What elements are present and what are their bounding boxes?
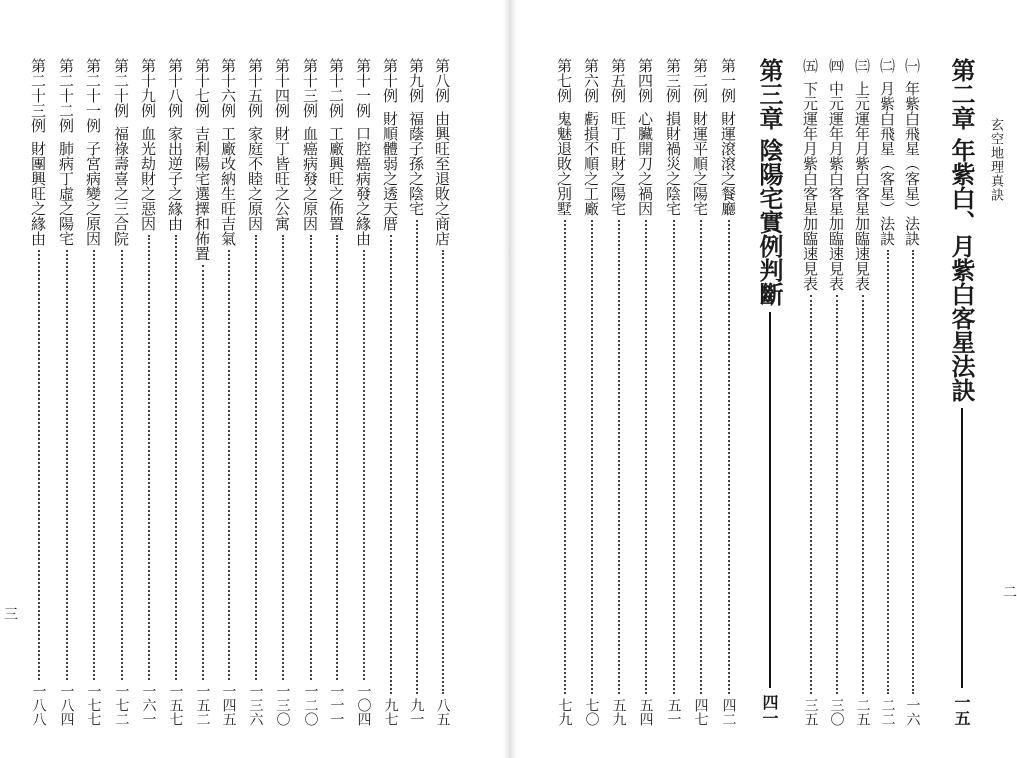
page-number: 四七: [692, 698, 709, 726]
chapter-heading: [944, 58, 979, 726]
page-number: 五一: [665, 698, 682, 726]
entry-label: 第三章: [755, 58, 784, 130]
toc-entry: [406, 58, 427, 726]
entry-title: 口腔癌病發之緣由: [354, 126, 372, 246]
entry-title: 上元運年月紫白客星加臨速見表: [853, 81, 871, 291]
entry-title: 財丁皆旺之公寓: [273, 126, 291, 231]
entry-title: 血光劫財之惡因: [139, 126, 157, 231]
page-number: 七九: [556, 698, 573, 726]
page-number: 一六一: [140, 684, 157, 726]
entry-title: 財團興旺之緣由: [29, 141, 47, 246]
entry-title: 工廠改納生旺吉氣: [219, 126, 237, 246]
entry-title: 月紫白飛星（客星）法訣: [878, 81, 896, 246]
entry-label: ㈡: [878, 58, 896, 73]
page-number: 五九: [610, 698, 627, 726]
toc-entry: [581, 58, 602, 726]
toc-entry: [800, 58, 821, 726]
dot-leader: [310, 235, 312, 680]
dot-leader: [255, 235, 257, 680]
page-number: 一八四: [58, 684, 75, 726]
dot-leader: [416, 220, 418, 694]
toc-entry: [380, 58, 401, 726]
toc-entry: [192, 58, 213, 726]
entry-label: 第十四例: [273, 58, 291, 118]
entry-label: 第二例: [691, 58, 709, 103]
entry-label: 第三例: [664, 58, 682, 103]
entry-title: 工廠興旺之佈置: [327, 126, 345, 231]
dot-leader: [66, 250, 68, 680]
entry-label: 第二章: [947, 58, 976, 130]
page-number: 一三〇: [274, 684, 291, 726]
toc-entry: [138, 58, 159, 726]
page-number: 一五二: [194, 684, 211, 726]
entry-title: 家庭不睦之原因: [246, 126, 264, 231]
entry-label: 第二十三例: [29, 58, 47, 133]
toc-entry: [826, 58, 847, 726]
dot-leader: [912, 250, 914, 694]
page-number: 七〇: [583, 698, 600, 726]
entry-label: 第五例: [609, 58, 627, 103]
page-number: 一〇四: [355, 684, 372, 726]
dot-leader: [810, 295, 812, 694]
entry-title: 下元運年月紫白客星加臨速見表: [801, 81, 819, 291]
folio-right: 二: [1003, 585, 1017, 601]
entry-label: 第六例: [582, 58, 600, 103]
page-number: 三五: [802, 698, 819, 726]
entry-title: 年紫白、月紫白客星法訣: [947, 138, 976, 402]
entry-title: 虧損不順之工廠: [582, 111, 600, 216]
entry-label: 第十五例: [246, 58, 264, 118]
entry-title: 旺丁旺財之陽宅: [609, 111, 627, 216]
entry-title: 福蔭子孫之陰宅: [407, 111, 425, 216]
toc-entry: [83, 58, 104, 726]
heading-rule: [769, 312, 771, 688]
toc-entry: [554, 58, 575, 726]
page-number: 二二: [879, 698, 896, 726]
entry-label: 第二十例: [112, 58, 130, 118]
dot-leader: [618, 220, 620, 694]
entry-label: 第九例: [407, 58, 425, 103]
toc-entry: [111, 58, 132, 726]
entry-title: 家出逆子之緣由: [166, 126, 184, 231]
dot-leader: [700, 220, 702, 694]
entry-label: 第十八例: [166, 58, 184, 118]
dot-leader: [645, 220, 647, 694]
dot-leader: [282, 235, 284, 680]
entry-label: 第十二例: [327, 58, 345, 118]
toc-entry: [608, 58, 629, 726]
entry-title: 肺病丁虛之陽宅: [57, 141, 75, 246]
dot-leader: [862, 295, 864, 694]
dot-leader: [38, 250, 40, 680]
toc-entry: [165, 58, 186, 726]
page-number: 一七二: [113, 684, 130, 726]
toc-entry: [218, 58, 239, 726]
page-number: 九一: [408, 698, 425, 726]
entry-title: 鬼魅退敗之別墅: [555, 111, 573, 216]
dot-leader: [887, 250, 889, 694]
entry-label: ㈢: [853, 58, 871, 73]
entry-label: 第七例: [555, 58, 573, 103]
entry-label: 第二十一例: [84, 58, 102, 133]
entry-label: 第二十二例: [57, 58, 75, 133]
entry-title: 財運平順之陽宅: [691, 111, 709, 216]
folio-left: 三: [4, 607, 18, 623]
entry-label: 第十一例: [354, 58, 372, 118]
entry-title: 心臟開刀之禍因: [636, 111, 654, 216]
entry-label: 第十六例: [219, 58, 237, 118]
toc-entry: [877, 58, 898, 726]
toc-entry: [28, 58, 49, 726]
entry-label: 第十三例: [301, 58, 319, 118]
dot-leader: [564, 220, 566, 694]
page-number: 一五七: [167, 684, 184, 726]
entry-label: ㈤: [801, 58, 819, 73]
running-header: 玄空地理真訣: [988, 118, 1003, 202]
page-gutter: [503, 0, 517, 758]
entry-label: 第十九例: [139, 58, 157, 118]
page-number: 一八八: [30, 684, 47, 726]
toc-entry: [56, 58, 77, 726]
entry-label: 第十例: [381, 58, 399, 103]
toc-entry: [852, 58, 873, 726]
entry-label: 第十七例: [193, 58, 211, 118]
page-number: 一一一: [328, 684, 345, 726]
entry-label: 第一例: [719, 58, 737, 103]
dot-leader: [673, 220, 675, 694]
entry-label: 第四例: [636, 58, 654, 103]
dot-leader: [728, 220, 730, 694]
toc-entry: [353, 58, 374, 726]
entry-label: ㈣: [827, 58, 845, 73]
entry-title: 血癌病發之原因: [301, 126, 319, 231]
entry-label: 第八例: [433, 58, 451, 103]
toc-entry: [690, 58, 711, 726]
entry-title: 陰陽宅實例判斷: [755, 138, 784, 306]
page-number: 一三六: [247, 684, 264, 726]
entry-title: 中元運年月紫白客星加臨速見表: [827, 81, 845, 291]
toc-entry: [245, 58, 266, 726]
toc-entry: [300, 58, 321, 726]
dot-leader: [336, 235, 338, 680]
entry-title: 福祿壽喜之三合院: [112, 126, 130, 246]
dot-leader: [363, 250, 365, 680]
page-number: 一六: [904, 698, 921, 726]
dot-leader: [836, 295, 838, 694]
heading-rule: [961, 408, 963, 688]
entry-title: 年紫白飛星（客星）法訣: [903, 81, 921, 246]
toc-entry: [432, 58, 453, 726]
page-number: 五四: [637, 698, 654, 726]
dot-leader: [202, 265, 204, 680]
toc-entry: [272, 58, 293, 726]
entry-title: 由興旺至退敗之商店: [433, 111, 451, 246]
page-number: 一二〇: [302, 684, 319, 726]
dot-leader: [121, 250, 123, 680]
dot-leader: [175, 235, 177, 680]
dot-leader: [148, 235, 150, 680]
entry-title: 損財禍災之陰宅: [664, 111, 682, 216]
dot-leader: [442, 250, 444, 694]
dot-leader: [591, 220, 593, 694]
toc-entry: [663, 58, 684, 726]
entry-title: 財運滾滾之餐廳: [719, 111, 737, 216]
toc-entry: [718, 58, 739, 726]
page-number: 一四五: [220, 684, 237, 726]
entry-title: 吉利陽宅選擇和佈置: [193, 126, 211, 261]
page-number: 一七七: [85, 684, 102, 726]
page-number: 四二: [720, 698, 737, 726]
toc-entry: [635, 58, 656, 726]
toc-entry: [326, 58, 347, 726]
toc-entry: [902, 58, 923, 726]
page-number: 八五: [434, 698, 451, 726]
entry-title: 財順體弱之透天厝: [381, 111, 399, 231]
dot-leader: [228, 250, 230, 680]
dot-leader: [93, 250, 95, 680]
page-number: 三〇: [828, 698, 845, 726]
page-number: 九七: [382, 698, 399, 726]
entry-title: 子宮病變之原因: [84, 141, 102, 246]
page-number: 四一: [760, 694, 779, 726]
dot-leader: [390, 235, 392, 694]
page-number: 二五: [854, 698, 871, 726]
entry-label: ㈠: [903, 58, 921, 73]
chapter-heading: [752, 58, 787, 726]
page-number: 一五: [952, 694, 971, 726]
